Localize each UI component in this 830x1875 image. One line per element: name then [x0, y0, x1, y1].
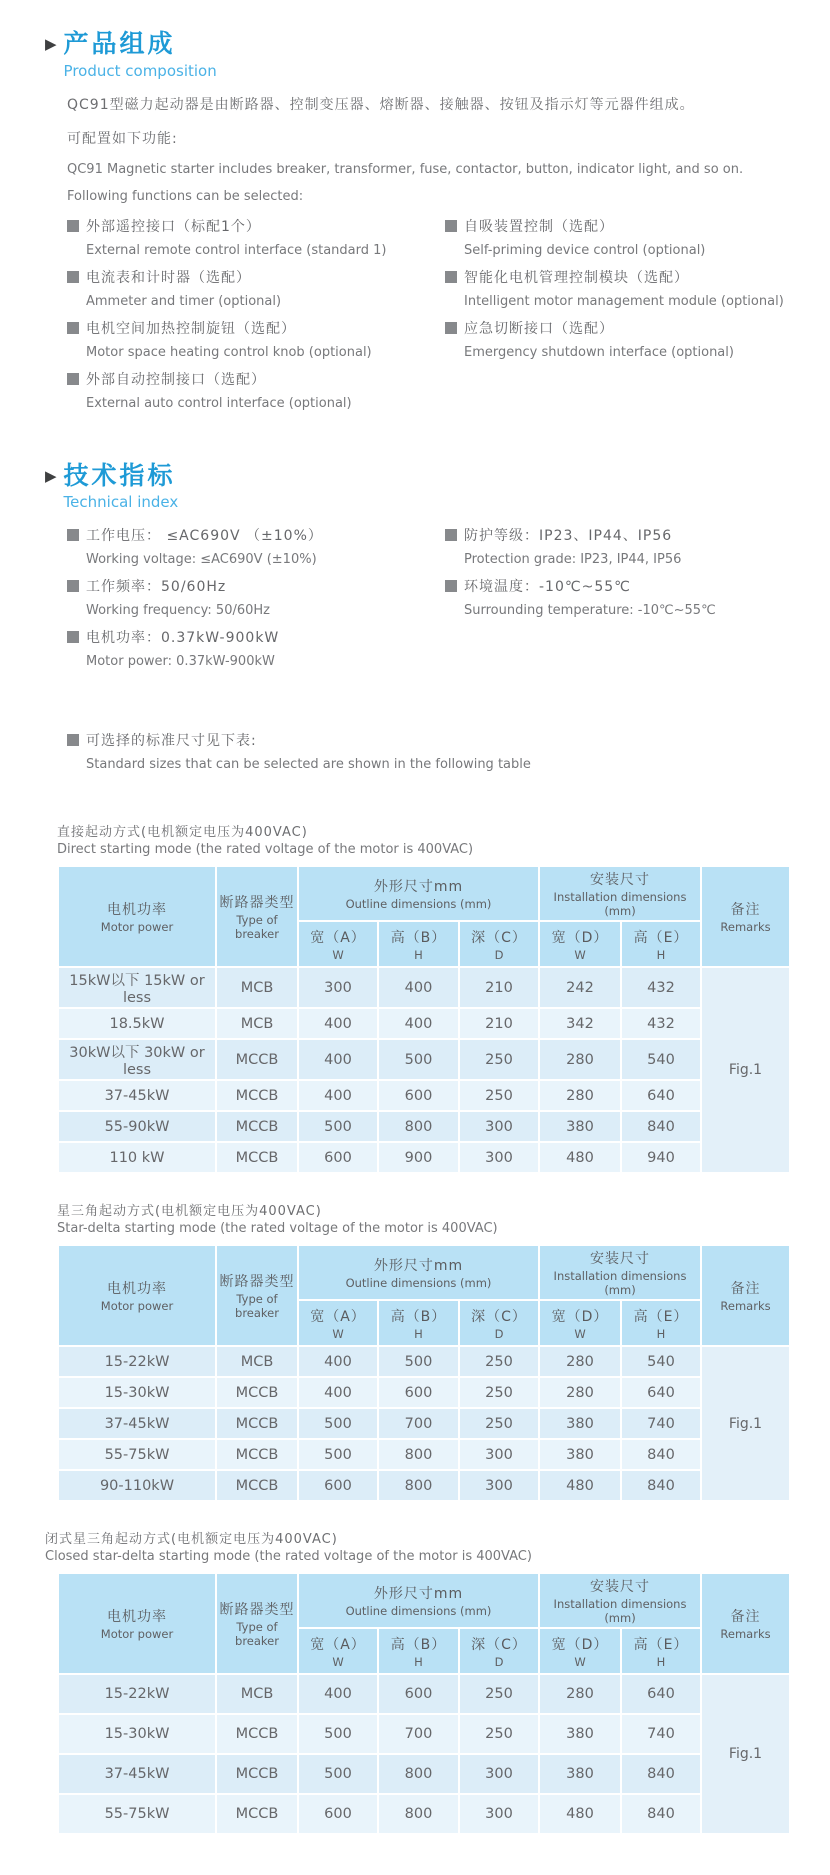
cell-remark: Fig.1: [702, 1675, 789, 1833]
cell-breaker-type: MCCB: [217, 1715, 297, 1753]
cell-motor-power: 15-30kW: [59, 1378, 215, 1407]
feature-text-zh: 智能化电机管理控制模块（选配）: [445, 267, 802, 287]
cell-dimension: 300: [460, 1143, 538, 1172]
spec-text-en: Protection grade: IP23, IP44, IP56: [464, 552, 682, 567]
feature-item: [67, 369, 445, 411]
feature-text-zh: 电机空间加热控制旋钮（选配）: [67, 318, 445, 338]
cell-dimension: 500: [299, 1755, 377, 1793]
cell-dimension: 840: [622, 1795, 700, 1833]
table-row: [59, 1795, 789, 1833]
spec-text-zh: 电机功率：0.37kW-900kW: [67, 627, 445, 647]
cell-breaker-type: MCB: [217, 1009, 297, 1038]
spec-text-zh: 工作频率：50/60Hz: [67, 576, 445, 596]
table-caption-en: Direct starting mode (the rated voltage of the motor is 400VAC): [57, 842, 474, 857]
cell-motor-power: 30kW以下 30kW or less: [59, 1040, 215, 1079]
col-group-outline-dimensions: 外形尺寸mm Outline dimensions (mm): [299, 1246, 538, 1299]
spec-text-en: Surrounding temperature: -10℃~55℃: [464, 603, 716, 618]
cell-breaker-type: MCCB: [217, 1143, 297, 1172]
table-row: [59, 1675, 789, 1713]
cell-motor-power: 55-90kW: [59, 1112, 215, 1141]
cell-dimension: 250: [460, 1409, 538, 1438]
col-subheader: 高（E） H: [622, 1629, 700, 1673]
cell-dimension: 600: [379, 1675, 458, 1713]
table-row: [59, 968, 789, 1007]
cell-dimension: 280: [540, 1081, 620, 1110]
cell-dimension: 500: [379, 1347, 458, 1376]
feature-item: [67, 318, 445, 360]
cell-dimension: 300: [460, 1755, 538, 1793]
feature-list-left: [67, 216, 445, 420]
cell-dimension: 400: [299, 1675, 377, 1713]
table-row: [59, 1112, 789, 1141]
section-header: [45, 460, 802, 512]
cell-breaker-type: MCCB: [217, 1112, 297, 1141]
standard-note-list: [67, 730, 802, 772]
col-header-motor-power: 电机功率 Motor power: [59, 1574, 215, 1673]
col-header-breaker-type: 断路器类型 Type of breaker: [217, 1246, 297, 1345]
table-row: [59, 1040, 789, 1079]
bullet-square-icon: [67, 271, 79, 283]
spec-item: [67, 525, 445, 567]
intro-paragraph-zh2: 可配置如下功能:: [67, 130, 178, 147]
cell-breaker-type: MCCB: [217, 1755, 297, 1793]
cell-dimension: 600: [379, 1378, 458, 1407]
section-title-zh: 技术指标: [63, 460, 176, 490]
cell-dimension: 600: [299, 1795, 377, 1833]
bullet-square-icon: [445, 529, 457, 541]
cell-breaker-type: MCB: [217, 1347, 297, 1376]
feature-text-zh: 外部遥控接口（标配1个）: [67, 216, 445, 236]
cell-dimension: 400: [299, 1040, 377, 1079]
spec-list-right: [445, 525, 802, 678]
cell-dimension: 432: [622, 968, 700, 1007]
col-subheader: 深（C） D: [460, 1301, 538, 1345]
cell-dimension: 480: [540, 1795, 620, 1833]
cell-dimension: 600: [299, 1471, 377, 1500]
cell-dimension: 840: [622, 1471, 700, 1500]
feature-item: [445, 267, 802, 309]
cell-dimension: 300: [460, 1795, 538, 1833]
cell-dimension: 250: [460, 1347, 538, 1376]
cell-dimension: 500: [299, 1715, 377, 1753]
table-row: [59, 1409, 789, 1438]
section-product-composition: [45, 29, 802, 420]
col-subheader: 高（E） H: [622, 1301, 700, 1345]
cell-dimension: 400: [299, 1009, 377, 1038]
cell-remark: Fig.1: [702, 968, 789, 1172]
feature-text-zh: 电流表和计时器（选配）: [67, 267, 445, 287]
cell-dimension: 300: [299, 968, 377, 1007]
col-header-remarks: 备注 Remarks: [702, 867, 789, 966]
feature-text-en: Emergency shutdown interface (optional): [464, 344, 734, 360]
cell-breaker-type: MCB: [217, 968, 297, 1007]
cell-dimension: 640: [622, 1378, 700, 1407]
cell-motor-power: 55-75kW: [59, 1440, 215, 1469]
spec-item: [445, 576, 802, 618]
feature-text-zh: 外部自动控制接口（选配）: [67, 369, 445, 389]
dimension-table-3: [57, 1572, 791, 1835]
cell-breaker-type: MCCB: [217, 1378, 297, 1407]
spec-text-zh: 工作电压： ≤AC690V （±10%）: [67, 525, 445, 545]
feature-text-en: Ammeter and timer (optional): [86, 293, 282, 309]
cell-breaker-type: MCCB: [217, 1795, 297, 1833]
col-subheader: 高（E） H: [622, 922, 700, 966]
feature-text-zh: 自吸装置控制（选配）: [445, 216, 802, 236]
cell-motor-power: 18.5kW: [59, 1009, 215, 1038]
table-row: [59, 1143, 789, 1172]
col-subheader: 高（B） H: [379, 1301, 458, 1345]
cell-dimension: 640: [622, 1675, 700, 1713]
cell-dimension: 480: [540, 1471, 620, 1500]
col-header-remarks: 备注 Remarks: [702, 1246, 789, 1345]
table-row: [59, 1715, 789, 1753]
standard-note-item: [67, 730, 802, 772]
cell-dimension: 500: [299, 1112, 377, 1141]
cell-dimension: 250: [460, 1715, 538, 1753]
bullet-square-icon: [67, 580, 79, 592]
feature-text-en: Motor space heating control knob (optional): [86, 344, 372, 360]
cell-dimension: 840: [622, 1440, 700, 1469]
cell-dimension: 400: [299, 1378, 377, 1407]
cell-motor-power: 15-22kW: [59, 1347, 215, 1376]
cell-motor-power: 15-30kW: [59, 1715, 215, 1753]
cell-breaker-type: MCCB: [217, 1081, 297, 1110]
cell-dimension: 800: [379, 1795, 458, 1833]
cell-motor-power: 37-45kW: [59, 1755, 215, 1793]
standard-note-text-zh: 可选择的标准尺寸见下表:: [67, 730, 802, 750]
cell-dimension: 700: [379, 1409, 458, 1438]
col-subheader: 深（C） D: [460, 1629, 538, 1673]
cell-dimension: 280: [540, 1378, 620, 1407]
col-subheader: 宽（A） W: [299, 1301, 377, 1345]
dimension-table-2: [57, 1244, 791, 1502]
table-row: [59, 1755, 789, 1793]
cell-dimension: 940: [622, 1143, 700, 1172]
cell-dimension: 380: [540, 1755, 620, 1793]
spec-text-en: Working frequency: 50/60Hz: [86, 603, 270, 618]
spec-list-left: [67, 525, 445, 678]
feature-text-zh: 应急切断接口（选配）: [445, 318, 802, 338]
cell-dimension: 500: [379, 1040, 458, 1079]
bullet-square-icon: [67, 529, 79, 541]
section-titles: [64, 462, 179, 512]
cell-dimension: 380: [540, 1112, 620, 1141]
cell-dimension: 800: [379, 1112, 458, 1141]
table-caption-zh: 星三角起动方式(电机额定电压为400VAC): [57, 1204, 322, 1219]
section-title-en: Technical index: [63, 493, 179, 511]
standard-note-text-en: Standard sizes that can be selected are shown in the following table: [86, 757, 531, 772]
col-group-installation-dimensions: 安装尺寸 Installation dimensions (mm): [540, 1574, 700, 1627]
table-row: [59, 1440, 789, 1469]
feature-item: [67, 267, 445, 309]
cell-dimension: 400: [379, 968, 458, 1007]
cell-dimension: 500: [299, 1409, 377, 1438]
table-row: [59, 1378, 789, 1407]
cell-dimension: 500: [299, 1440, 377, 1469]
bullet-square-icon: [67, 734, 79, 746]
cell-dimension: 380: [540, 1440, 620, 1469]
spec-text-en: Working voltage: ≤AC690V (±10%): [86, 552, 317, 567]
feature-text-en: Self-priming device control (optional): [464, 242, 706, 258]
spec-text-zh: 环境温度：-10℃~55℃: [445, 576, 802, 596]
col-group-outline-dimensions: 外形尺寸mm Outline dimensions (mm): [299, 1574, 538, 1627]
table-row: [59, 1471, 789, 1500]
cell-dimension: 280: [540, 1675, 620, 1713]
spec-text-en: Motor power: 0.37kW-900kW: [86, 654, 275, 669]
table-caption-zh: 直接起动方式(电机额定电压为400VAC): [57, 825, 308, 840]
table-row: [59, 1009, 789, 1038]
table-caption-en: Star-delta starting mode (the rated voltage of the motor is 400VAC): [57, 1221, 498, 1236]
spec-item: [445, 525, 802, 567]
section-title-zh: 产品组成: [63, 29, 176, 58]
col-subheader: 高（B） H: [379, 1629, 458, 1673]
table-row: [59, 1347, 789, 1376]
intro-paragraph-en: QC91 Magnetic starter includes breaker, transformer, fuse, contactor, button, indicator light, and so on.: [67, 161, 744, 177]
bullet-square-icon: [67, 373, 79, 385]
cell-breaker-type: MCB: [217, 1675, 297, 1713]
cell-dimension: 250: [460, 1675, 538, 1713]
dimension-table-1: [57, 865, 791, 1174]
cell-breaker-type: MCCB: [217, 1471, 297, 1500]
cell-dimension: 400: [379, 1009, 458, 1038]
cell-dimension: 840: [622, 1755, 700, 1793]
cell-dimension: 250: [460, 1378, 538, 1407]
spec-item: [67, 576, 445, 618]
cell-dimension: 800: [379, 1755, 458, 1793]
section-title-en: Product composition: [63, 61, 217, 80]
feature-item: [445, 216, 802, 258]
cell-dimension: 400: [299, 1347, 377, 1376]
cell-dimension: 300: [460, 1471, 538, 1500]
col-subheader: 宽（A） W: [299, 1629, 377, 1673]
bullet-square-icon: [445, 580, 457, 592]
cell-remark: Fig.1: [702, 1347, 789, 1500]
cell-dimension: 300: [460, 1112, 538, 1141]
cell-dimension: 280: [540, 1347, 620, 1376]
cell-motor-power: 110 kW: [59, 1143, 215, 1172]
cell-dimension: 380: [540, 1409, 620, 1438]
cell-dimension: 380: [540, 1715, 620, 1753]
cell-dimension: 432: [622, 1009, 700, 1038]
cell-dimension: 480: [540, 1143, 620, 1172]
feature-list-right: [445, 216, 802, 420]
section-titles: [64, 30, 217, 80]
bullet-square-icon: [67, 220, 79, 232]
section-technical-index: [45, 460, 802, 679]
section-arrow-icon: ▶: [45, 466, 57, 485]
section-arrow-icon: ▶: [45, 35, 57, 53]
feature-item: [67, 216, 445, 258]
col-header-breaker-type: 断路器类型 Type of breaker: [217, 867, 297, 966]
spec-text-zh: 防护等级：IP23、IP44、IP56: [445, 525, 802, 545]
cell-dimension: 210: [460, 1009, 538, 1038]
cell-breaker-type: MCCB: [217, 1440, 297, 1469]
cell-breaker-type: MCCB: [217, 1040, 297, 1079]
cell-dimension: 250: [460, 1040, 538, 1079]
intro-paragraph-zh: QC91型磁力起动器是由断路器、控制变压器、熔断器、接触器、按钮及指示灯等元器件组成。: [67, 96, 695, 113]
cell-dimension: 740: [622, 1409, 700, 1438]
col-subheader: 宽（A） W: [299, 922, 377, 966]
cell-dimension: 242: [540, 968, 620, 1007]
bullet-square-icon: [445, 271, 457, 283]
feature-columns: [67, 216, 802, 420]
bullet-square-icon: [445, 322, 457, 334]
cell-dimension: 800: [379, 1440, 458, 1469]
cell-dimension: 300: [460, 1440, 538, 1469]
cell-dimension: 250: [460, 1081, 538, 1110]
col-header-remarks: 备注 Remarks: [702, 1574, 789, 1673]
intro-paragraph-en2: Following functions can be selected:: [67, 188, 304, 204]
col-subheader: 深（C） D: [460, 922, 538, 966]
cell-motor-power: 90-110kW: [59, 1471, 215, 1500]
feature-text-en: Intelligent motor management module (optional): [464, 293, 784, 309]
cell-dimension: 600: [379, 1081, 458, 1110]
feature-text-en: External remote control interface (standard 1): [86, 242, 387, 258]
cell-motor-power: 37-45kW: [59, 1409, 215, 1438]
cell-dimension: 840: [622, 1112, 700, 1141]
col-header-motor-power: 电机功率 Motor power: [59, 1246, 215, 1345]
cell-dimension: 900: [379, 1143, 458, 1172]
col-group-outline-dimensions: 外形尺寸mm Outline dimensions (mm): [299, 867, 538, 920]
dimension-tables: [45, 821, 802, 1835]
bullet-square-icon: [445, 220, 457, 232]
col-group-installation-dimensions: 安装尺寸 Installation dimensions (mm): [540, 1246, 700, 1299]
col-group-installation-dimensions: 安装尺寸 Installation dimensions (mm): [540, 867, 700, 920]
spec-item: [67, 627, 445, 669]
cell-motor-power: 15kW以下 15kW or less: [59, 968, 215, 1007]
cell-motor-power: 37-45kW: [59, 1081, 215, 1110]
bullet-square-icon: [67, 322, 79, 334]
col-subheader: 宽（D） W: [540, 1301, 620, 1345]
cell-dimension: 400: [299, 1081, 377, 1110]
standard-sizes-note: [67, 730, 802, 772]
cell-motor-power: 55-75kW: [59, 1795, 215, 1833]
table-row: [59, 1081, 789, 1110]
feature-item: [445, 318, 802, 360]
cell-dimension: 280: [540, 1040, 620, 1079]
cell-dimension: 342: [540, 1009, 620, 1038]
col-subheader: 宽（D） W: [540, 1629, 620, 1673]
feature-text-en: External auto control interface (optional): [86, 395, 352, 411]
cell-dimension: 640: [622, 1081, 700, 1110]
spec-columns: [67, 525, 802, 678]
table-caption-zh: 闭式星三角起动方式(电机额定电压为400VAC): [45, 1532, 338, 1547]
cell-dimension: 740: [622, 1715, 700, 1753]
col-subheader: 高（B） H: [379, 922, 458, 966]
cell-dimension: 700: [379, 1715, 458, 1753]
cell-dimension: 600: [299, 1143, 377, 1172]
cell-dimension: 540: [622, 1040, 700, 1079]
table-caption-en: Closed star-delta starting mode (the rated voltage of the motor is 400VAC): [45, 1549, 532, 1564]
section-header: [45, 29, 802, 80]
col-header-breaker-type: 断路器类型 Type of breaker: [217, 1574, 297, 1673]
cell-breaker-type: MCCB: [217, 1409, 297, 1438]
col-header-motor-power: 电机功率 Motor power: [59, 867, 215, 966]
cell-motor-power: 15-22kW: [59, 1675, 215, 1713]
col-subheader: 宽（D） W: [540, 922, 620, 966]
cell-dimension: 210: [460, 968, 538, 1007]
bullet-square-icon: [67, 631, 79, 643]
cell-dimension: 800: [379, 1471, 458, 1500]
cell-dimension: 540: [622, 1347, 700, 1376]
